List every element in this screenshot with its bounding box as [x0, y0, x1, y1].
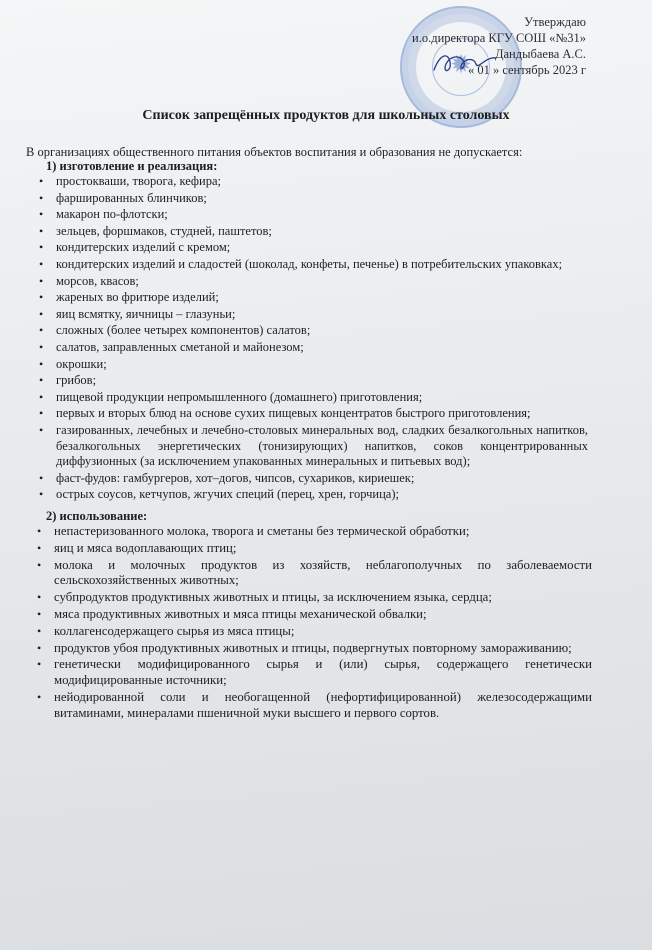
section-1-list — [36, 174, 588, 504]
list-item: • грибов; — [36, 373, 588, 389]
list-item: • яиц всмятку, яичницы – глазуньи; — [36, 307, 588, 323]
list-item: • мяса продуктивных животных и мяса птицы механической обвалки; — [34, 607, 592, 623]
approval-name: Дандыбаева А.С. — [494, 47, 586, 61]
list-item: • нейодированной соли и необогащенной (нефортифицированной) железосодержащими витаминами, минералами пшеничной муки высшего и первого сортов. — [34, 690, 592, 722]
intro-text: В организациях общественного питания объектов воспитания и образования не допускается: — [26, 145, 523, 159]
list-item: • генетически модифицированного сырья и (или) сырья, содержащего генетически модифицированные источники; — [34, 657, 592, 689]
list-item: • пищевой продукции непромышленного (домашнего) приготовления; — [36, 390, 588, 406]
list-item: • острых соусов, кетчупов, жгучих специй (перец, хрен, горчица); — [36, 487, 588, 503]
section-2-list — [34, 524, 592, 723]
approval-date: « 01 » сентябрь 2023 г — [467, 63, 586, 77]
section-1-heading: 1) изготовление и реализация: — [46, 159, 218, 173]
approval-position: и.о.директора КГУ СОШ «№31» — [412, 31, 586, 45]
section-2-heading: 2) использование: — [46, 509, 148, 523]
approval-label: Утверждаю — [524, 15, 586, 29]
list-item: • сложных (более четырех компонентов) салатов; — [36, 323, 588, 339]
list-item: • морсов, квасов; — [36, 274, 588, 290]
list-item: • первых и вторых блюд на основе сухих пищевых концентратов быстрого приготовления; — [36, 406, 588, 422]
approval-block — [356, 14, 586, 78]
list-item: • кондитерских изделий с кремом; — [36, 240, 588, 256]
list-item: • яиц и мяса водоплавающих птиц; — [34, 541, 592, 557]
list-item: • окрошки; — [36, 357, 588, 373]
list-item: • салатов, заправленных сметаной и майонезом; — [36, 340, 588, 356]
list-item: • зельцев, форшмаков, студней, паштетов; — [36, 224, 588, 240]
list-item: • жареных во фритюре изделий; — [36, 290, 588, 306]
list-item: • коллагенсодержащего сырья из мяса птицы; — [34, 624, 592, 640]
list-item: • фаршированных блинчиков; — [36, 191, 588, 207]
list-item: • простокваши, творога, кефира; — [36, 174, 588, 190]
list-item: • молока и молочных продуктов из хозяйств, неблагополучных по заболеваемости сельскохозяйственных животных; — [34, 558, 592, 590]
list-item: • газированных, лечебных и лечебно-столовых минеральных вод, сладких безалкогольных напитков, безалкогольных энергетических (тонизирующих) напитков, соков концентрированных диффузионных (за исключением упакованных минеральных и питьевых вод); — [36, 423, 588, 470]
list-item: • кондитерских изделий и сладостей (шоколад, конфеты, печенье) в потребительских упаковках; — [36, 257, 588, 273]
stamp-emblem-icon: ✹ — [450, 50, 472, 79]
list-item: • продуктов убоя продуктивных животных и птицы, подвергнутых повторному замораживанию; — [34, 641, 592, 657]
list-item: • макарон по-флотски; — [36, 207, 588, 223]
document-title: Список запрещённых продуктов для школьных столовых — [142, 108, 510, 123]
list-item: • субпродуктов продуктивных животных и птицы, за исключением языка, сердца; — [34, 590, 592, 606]
list-item: • фаст-фудов: гамбургеров, хот–догов, чипсов, сухариков, кириешек; — [36, 471, 588, 487]
list-item: • непастеризованного молока, творога и сметаны без термической обработки; — [34, 524, 592, 540]
